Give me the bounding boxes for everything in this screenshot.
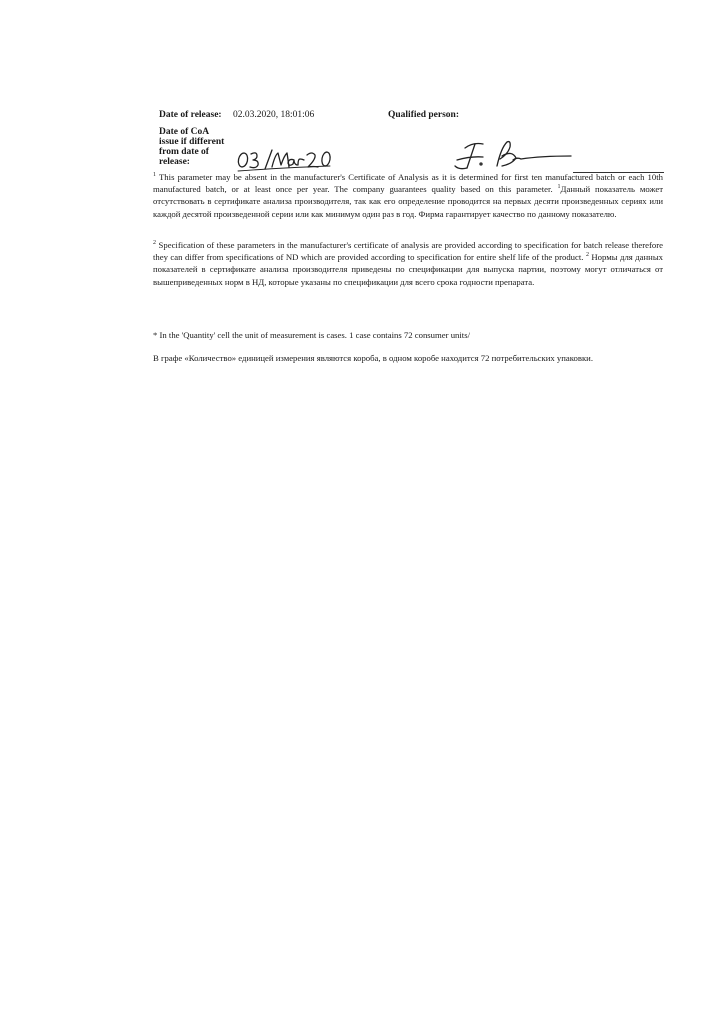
- coa-label-line: Date of CoA: [159, 127, 210, 137]
- footnote-2-russian: Нормы для данных показателей в сертификате анализа производителя приведены по спецификации для выпуска партии, поэтому могут отличаться от вышеприведенных норм в НД, которые указаны по спецификации для всего срока годности препарата.: [153, 252, 664, 287]
- coa-label-line: release:: [159, 157, 190, 167]
- footnote-2: [153, 239, 663, 288]
- footnote-marker: 1: [557, 184, 561, 191]
- coa-label-line: issue if different: [159, 137, 225, 147]
- qualified-person-signature: [445, 138, 577, 174]
- footnote-2-english: Specification of these parameters in the manufacturer's certificate of analysis are provided according to specification for batch release therefore they can differ from specifications of ND which are provided according to specification for entire shelf life of the product.: [153, 240, 664, 263]
- footnote-marker: 1: [153, 172, 156, 179]
- quantity-note-russian: В графе «Количество» единицей измерения являются короба, в одном коробе находится 72 потребительских упаковки.: [153, 353, 594, 363]
- footnote-marker: 2: [585, 252, 589, 259]
- footnote-1: [153, 171, 663, 220]
- footnote-1-russian: Данный показатель может отсутствовать в сертификате анализа производителя, так как его определение проводится на первых десяти произведенных сериях или каждой десятой произведенной серии или как минимум один раз в год. Фирма гарантирует качество по данному показателю.: [153, 184, 664, 219]
- qualified-person-label: Qualified person:: [388, 110, 459, 120]
- handwritten-coa-date: [234, 143, 334, 173]
- date-of-release-value: 02.03.2020, 18:01:06: [233, 110, 315, 120]
- coa-label-line: from date of: [159, 147, 209, 157]
- footnote-marker: 2: [153, 240, 156, 247]
- quantity-note-english: * In the 'Quantity' cell the unit of measurement is cases. 1 case contains 72 consumer units/: [153, 330, 471, 340]
- date-of-release-label: Date of release:: [159, 110, 222, 120]
- coa-issue-date-label: [159, 127, 235, 167]
- footnote-1-english: This parameter may be absent in the manufacturer's Certificate of Analysis as it is determined for first ten manufactured batch or each 10th manufactured batch, or at least once per year. The company guarantees quality based on this parameter.: [153, 172, 663, 195]
